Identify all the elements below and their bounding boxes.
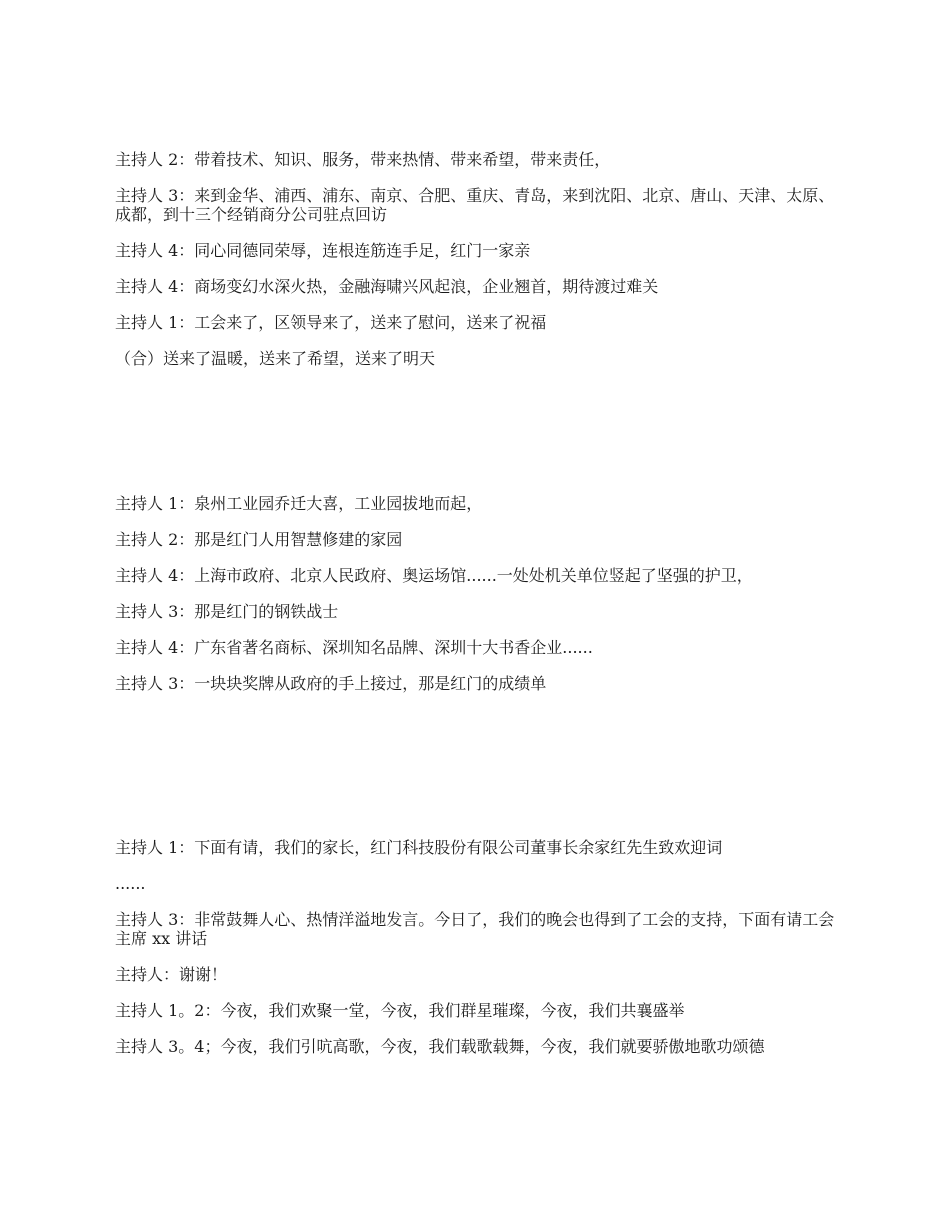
dialogue-line: 主持人 2：带着技术、知识、服务，带来热情、带来希望，带来责任，	[115, 150, 611, 169]
script-section-3	[115, 838, 835, 1073]
dialogue-line: 主持人：谢谢！	[115, 965, 228, 984]
dialogue-line: 主持人 1：下面有请，我们的家长，红门科技股份有限公司董事长余家红先生致欢迎词	[115, 838, 723, 857]
dialogue-line: 主持人 3：一块块奖牌从政府的手上接过，那是红门的成绩单	[115, 674, 547, 693]
dialogue-line: 主持人 3：非常鼓舞人心、热情洋溢地发言。今日了，我们的晚会也得到了工会的支持，下面有请工会主席 xx 讲话	[115, 910, 835, 948]
dialogue-line: 主持人 1：泉州工业园乔迁大喜，工业园拔地而起，	[115, 494, 483, 513]
dialogue-line: 主持人 3：那是红门的钢铁战士	[115, 602, 339, 621]
dialogue-line: 主持人 1。2：今夜，我们欢聚一堂，今夜，我们群星璀璨，今夜，我们共襄盛举	[115, 1001, 685, 1020]
script-section-1	[115, 150, 835, 385]
dialogue-line: 主持人 4：上海市政府、北京人民政府、奥运场馆......一处处机关单位竖起了坚强的护卫，	[115, 566, 753, 585]
script-section-2	[115, 494, 835, 710]
dialogue-line: ......	[115, 874, 146, 893]
dialogue-line: 主持人 4：同心同德同荣辱，连根连筋连手足，红门一家亲	[115, 241, 531, 260]
dialogue-line: 主持人 4：广东省著名商标、深圳知名品牌、深圳十大书香企业......	[115, 638, 593, 657]
dialogue-line: （合）送来了温暖，送来了希望，送来了明天	[115, 349, 436, 368]
dialogue-line: 主持人 4：商场变幻水深火热，金融海啸兴风起浪，企业翘首，期待渡过难关	[115, 277, 659, 296]
dialogue-line: 主持人 3：来到金华、浦西、浦东、南京、合肥、重庆、青岛，来到沈阳、北京、唐山、天津、太原、成都，到十三个经销商分公司驻点回访	[115, 186, 835, 224]
dialogue-line: 主持人 1：工会来了，区领导来了，送来了慰问，送来了祝福	[115, 313, 547, 332]
dialogue-line: 主持人 2：那是红门人用智慧修建的家园	[115, 530, 403, 549]
dialogue-line: 主持人 3。4；今夜，我们引吭高歌，今夜，我们载歌载舞，今夜，我们就要骄傲地歌功颂德	[115, 1037, 765, 1056]
